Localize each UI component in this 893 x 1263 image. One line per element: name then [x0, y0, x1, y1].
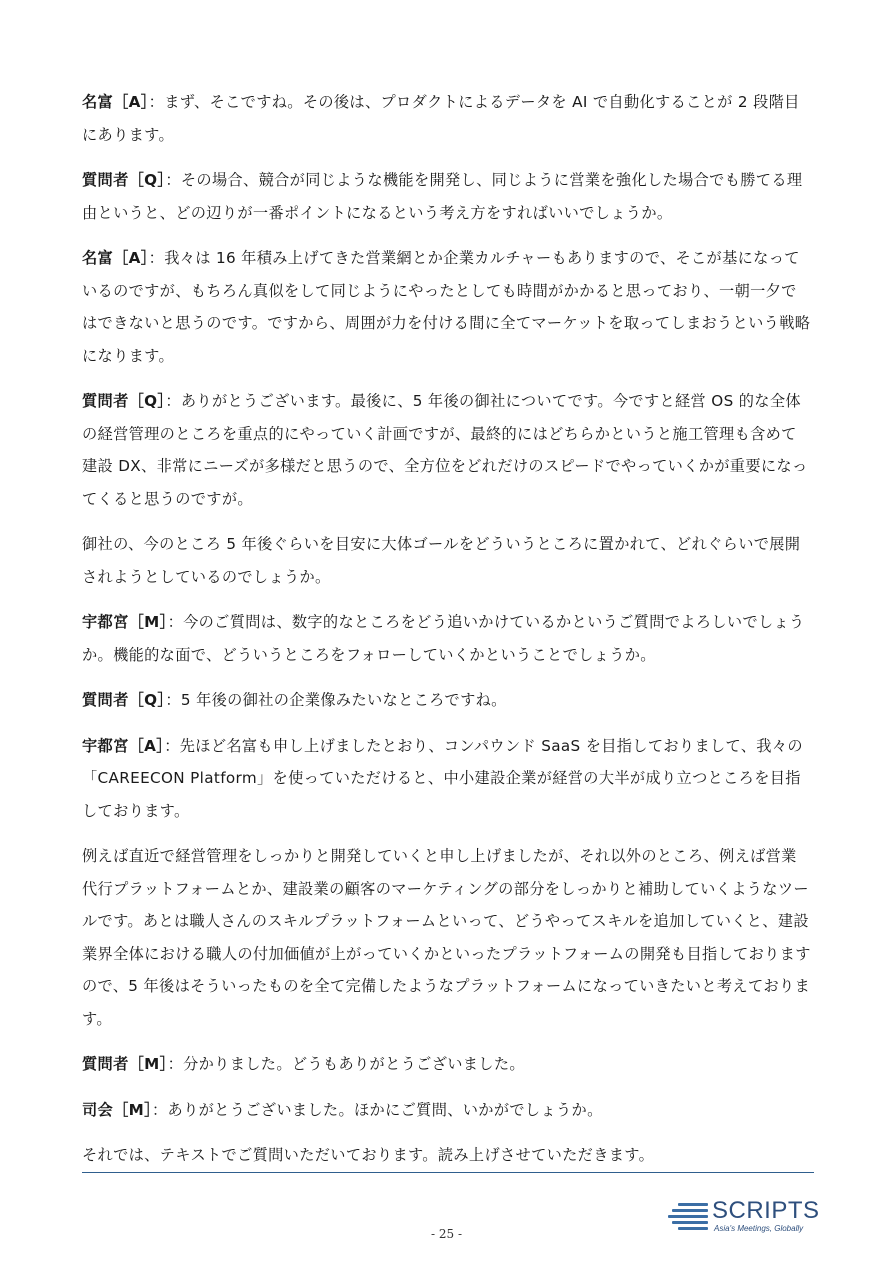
- speaker-label: 司会［M］: [82, 1100, 153, 1119]
- paragraph-text: ：分かりました。どうもありがとうございました。: [167, 1055, 525, 1073]
- paragraph-4: [82, 385, 812, 515]
- paragraph-7: [82, 684, 812, 717]
- paragraph-3: [82, 242, 812, 372]
- speaker-label: 宇都宮［A］: [82, 736, 165, 755]
- speaker-label: 名富［A］: [82, 249, 149, 267]
- paragraph-text: ：ありがとうございます。最後に、5 年後の御社についてです。今ですと経営 OS 的な全体の経営管理のところを重点的にやっていく計画ですが、最終的にはどちらかというと施工管理も含めて建設 DX、非常にニーズが多様だと思うので、全方位をどれだけのスピードでやっていくかが重要になってくると思うのですが。: [82, 392, 808, 508]
- logo-tagline: Asia's Meetings, Globally: [714, 1224, 804, 1233]
- paragraph-text: ：我々は 16 年積み上げてきた営業網とか企業カルチャーもありますので、そこが基になっているのですが、もちろん真似をして同じようにやったとしても時間がかかると思っており、一朝一夕ではできないと思うのです。ですから、周囲が力を付ける間に全てマーケットを取ってしまおうという戦略になります。: [82, 249, 811, 365]
- page-number: - 25 -: [430, 1227, 462, 1241]
- speaker-label: 質問者［Q］: [82, 392, 166, 410]
- paragraph-6: [82, 606, 812, 671]
- paragraph-text: ：ありがとうございました。ほかにご質問、いかがでしょうか。: [152, 1100, 603, 1119]
- footer-divider: [82, 1172, 814, 1173]
- paragraph-12: [82, 1139, 812, 1172]
- paragraph-2: [82, 164, 812, 229]
- paragraph-text: それでは、テキストでご質問いただいております。読み上げさせていただきます。: [82, 1146, 655, 1164]
- paragraph-8: [82, 730, 812, 828]
- paragraph-1: [82, 86, 812, 151]
- transcript-body: [82, 86, 812, 1185]
- paragraph-text: 御社の、今のところ 5 年後ぐらいを目安に大体ゴールをどういうところに置かれて、どれぐらいで展開されようとしているのでしょうか。: [82, 535, 801, 586]
- paragraph-text: ：今のご質問は、数字的なところをどう追いかけているかというご質問でよろしいでしょうか。機能的な面で、どういうところをフォローしていくかということでしょうか。: [82, 613, 805, 664]
- speaker-label: 名富［A］: [82, 93, 149, 111]
- paragraph-text: ：まず、そこですね。その後は、プロダクトによるデータを AI で自動化することが 2 段階目にあります。: [82, 93, 800, 144]
- speaker-label: 質問者［M］: [82, 1055, 168, 1073]
- paragraph-text: ：先ほど名富も申し上げましたとおり、コンパウンド SaaS を目指しておりまして、我々の「CAREECON Platform」を使っていただけると、中小建設企業が経営の大半が成り立つところを目指しております。: [82, 736, 803, 820]
- speaker-label: 質問者［Q］: [82, 691, 166, 709]
- paragraph-10: [82, 1048, 812, 1081]
- speaker-label: 宇都宮［M］: [82, 613, 168, 631]
- paragraph-text: ：その場合、競合が同じような機能を開発し、同じように営業を強化した場合でも勝てる理由というと、どの辺りが一番ポイントになるという考え方をすればいいでしょうか。: [82, 171, 803, 222]
- speaker-label: 質問者［Q］: [82, 171, 166, 189]
- paragraph-text: ：5 年後の御社の企業像みたいなところですね。: [165, 691, 507, 709]
- paragraph-9: [82, 840, 812, 1035]
- paragraph-5: [82, 528, 812, 593]
- logo-wordmark: SCRIPTS: [712, 1197, 820, 1224]
- paragraph-text: 例えば直近で経営管理をしっかりと開発していくと申し上げましたが、それ以外のところ、例えば営業代行プラットフォームとか、建設業の顧客のマーケティングの部分をしっかりと補助していくようなツールです。あとは職人さんのスキルプラットフォームといって、どうやってスキルを追加していくと、建設業界全体における職人の付加価値が上がっていくかといったプラットフォームの開発も目指しておりますので、5 年後はそういったものを全て完備したようなプラットフォームになっていきたいと考えております。: [82, 847, 811, 1028]
- paragraph-11: [82, 1094, 812, 1127]
